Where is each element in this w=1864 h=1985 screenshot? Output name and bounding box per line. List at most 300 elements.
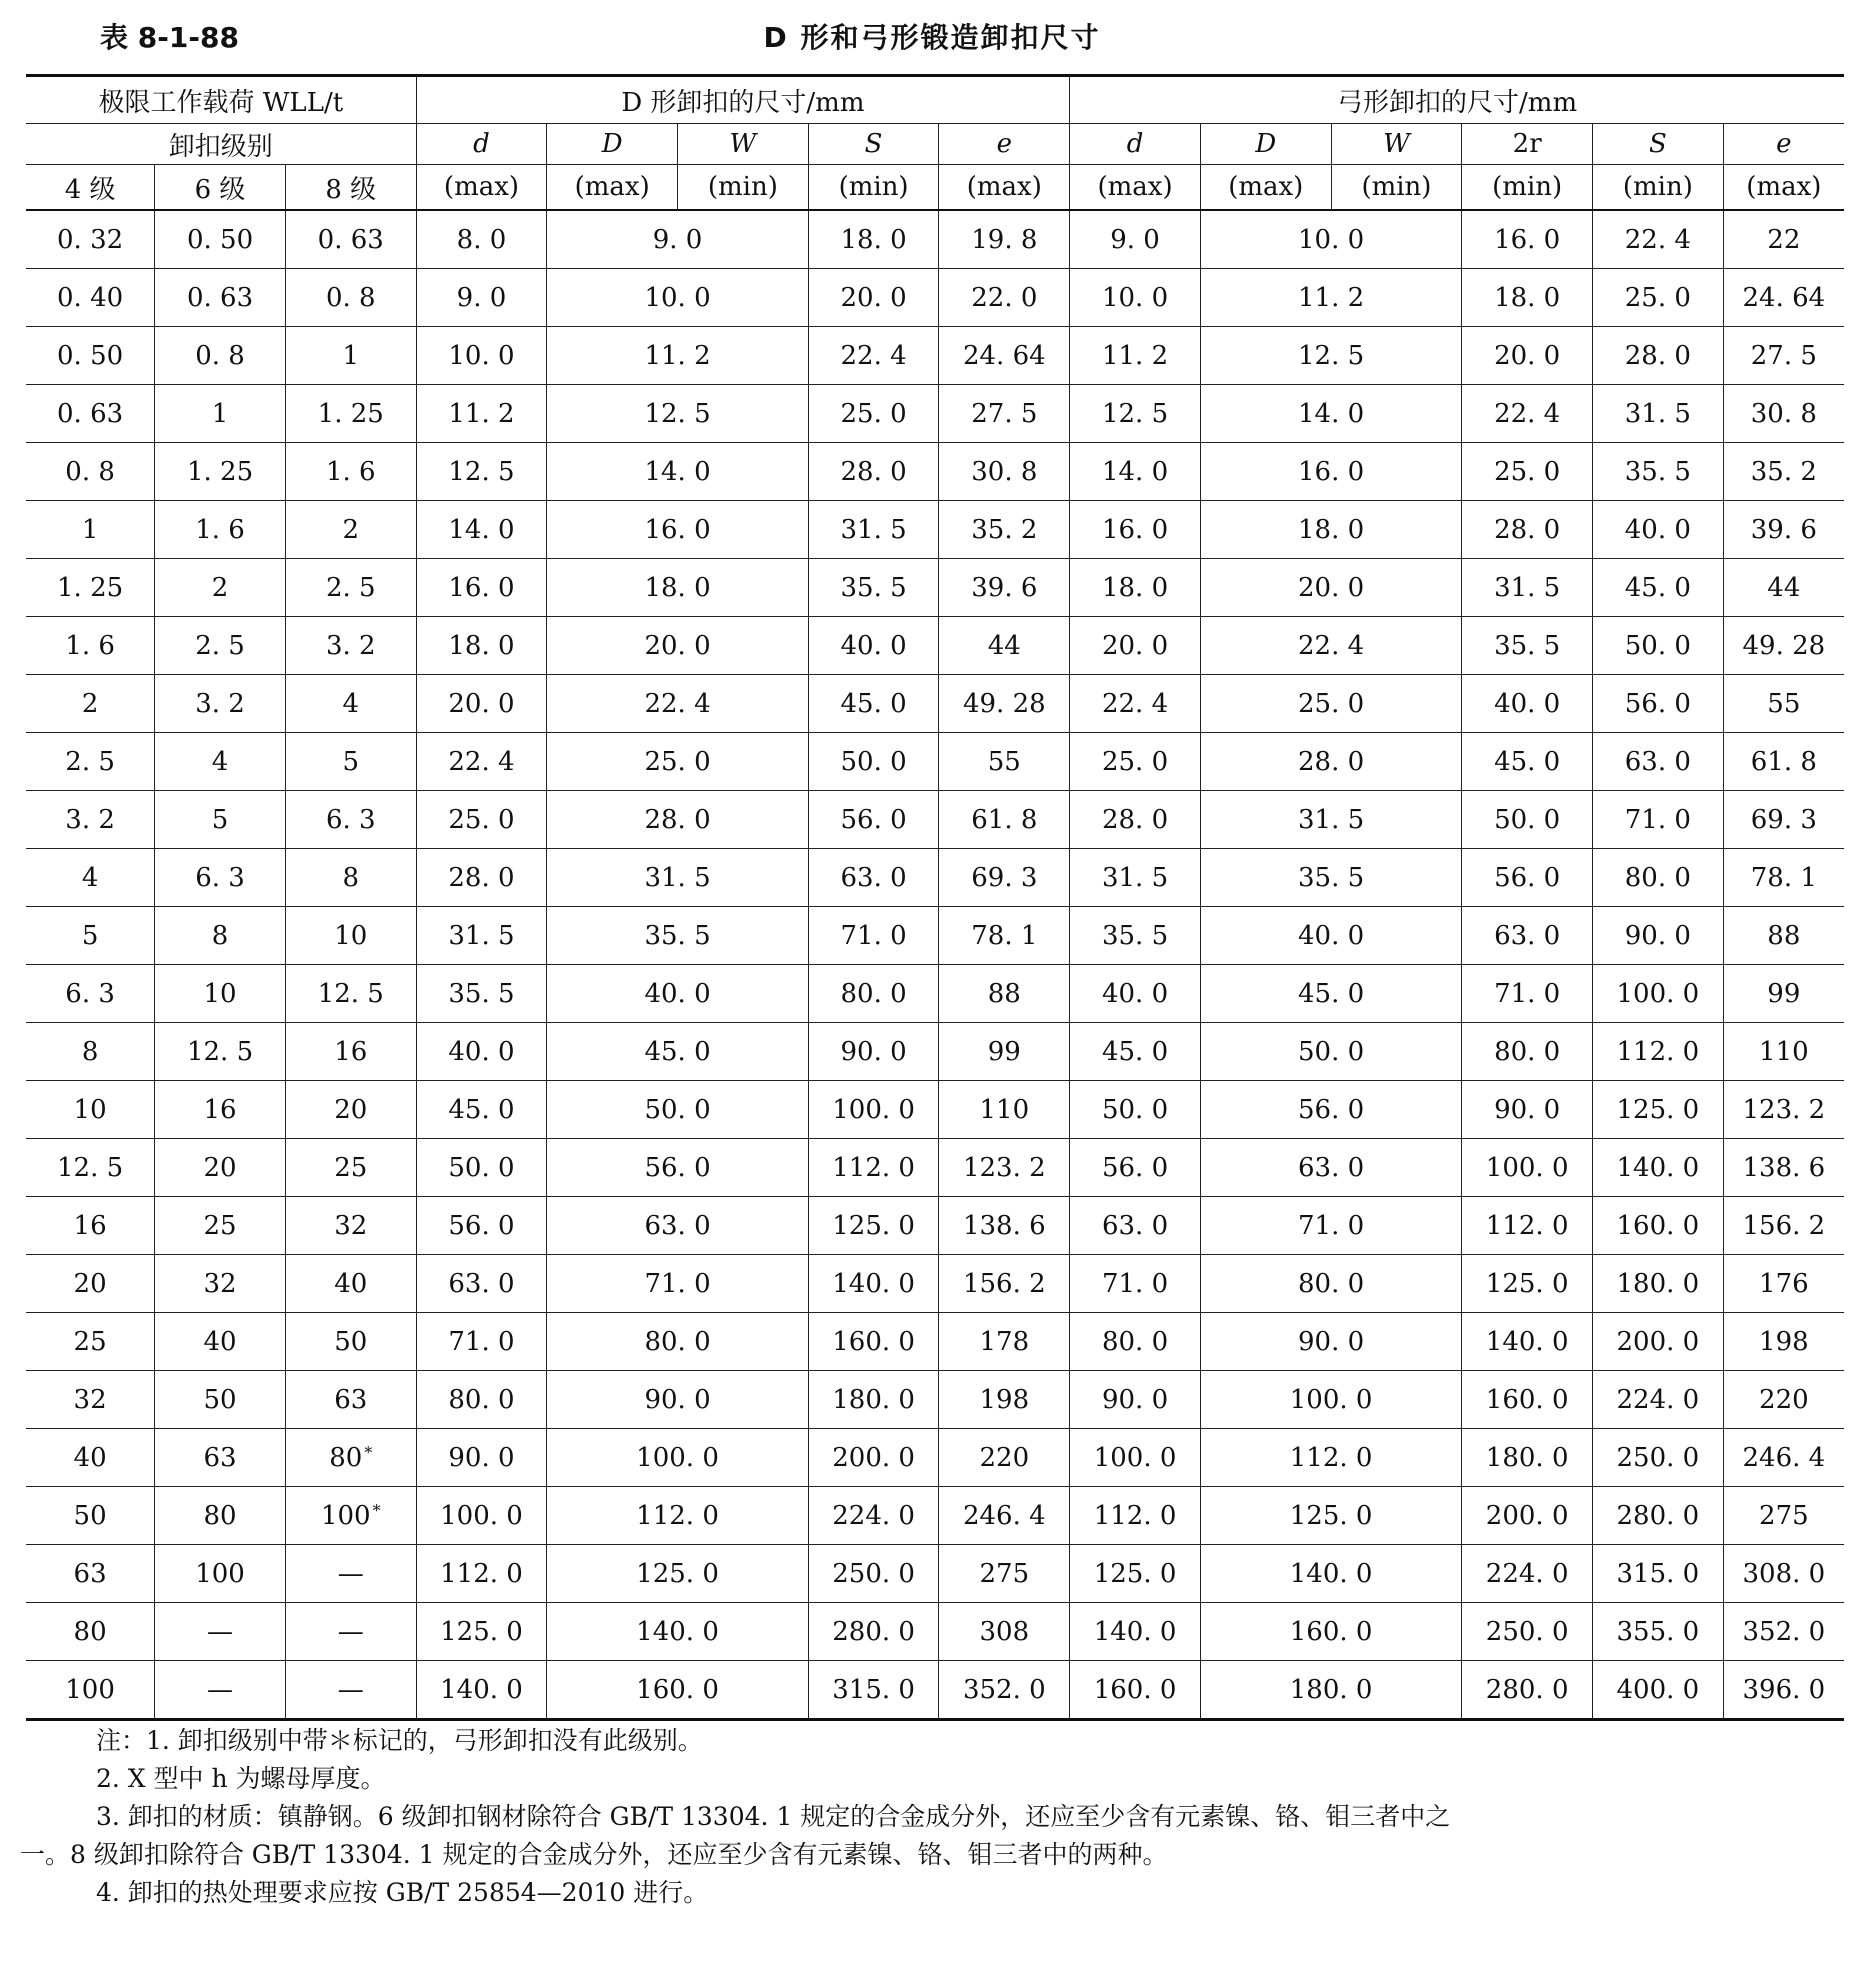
bow-shackle-2r-cell-value: 200. 0 [1485,1500,1569,1531]
grade-4-cell [26,443,155,501]
bow-shackle-d-cell [1070,791,1201,849]
d-shackle-d-cell-value: 112. 0 [440,1558,523,1589]
bow-shackle-e-cell [1723,1023,1844,1081]
table-number: 表 8-1-88 [100,21,239,54]
bow-shackle-S-cell [1593,965,1724,1023]
d-shackle-D-W-cell-value: 100. 0 [636,1442,719,1473]
d-shackle-S-cell-value: 20. 0 [840,282,907,313]
bow-shackle-S-cell-value: 280. 0 [1616,1500,1700,1531]
grade-4-cell [26,849,155,907]
grade-8-cell [285,1661,416,1720]
bow-shackle-D-W-cell [1200,1487,1461,1545]
grade-4-cell-value: 1 [81,514,99,545]
d-shackle-S-cell [808,907,939,965]
bow-shackle-2r-cell-value: 100. 0 [1485,1152,1569,1183]
bow-shackle-D-W-cell [1200,443,1461,501]
bow-shackle-S-cell-value: 400. 0 [1616,1674,1700,1705]
d-shackle-D-W-cell [547,1371,808,1429]
grade-8-cell-value: 80 [329,1442,363,1473]
grade-6-cell-value: 2. 5 [195,630,245,661]
d-shackle-d-cell [416,907,547,965]
grade-6-cell [155,269,286,327]
d-shackle-e-cell-value: 308 [979,1616,1030,1647]
d-shackle-D-W-cell [547,907,808,965]
bow-shackle-S-cell [1593,501,1724,559]
bow-shackle-D-W-cell-value: 22. 4 [1298,630,1365,661]
grade-8-cell-value: 12. 5 [317,978,384,1009]
bow-shackle-2r-cell-value: 18. 0 [1494,282,1561,313]
bow-shackle-S-cell-value: 125. 0 [1616,1094,1700,1125]
grade-6-cell-value: 63 [203,1442,237,1473]
bow-shackle-D-W-cell [1200,210,1461,269]
table-notes [20,1722,1850,1912]
grade-6-cell [155,1487,286,1545]
bow-shackle-e-cell [1723,1197,1844,1255]
d-shackle-D-W-cell [547,385,808,443]
bow-shackle-D-W-cell-value: 40. 0 [1298,920,1365,951]
bow-shackle-S-cell [1593,675,1724,733]
d-shackle-e-cell-value: 110 [979,1094,1030,1125]
d-shackle-S-cell [808,559,939,617]
grade-4-cell-value: 80 [73,1616,107,1647]
grade-4-cell [26,385,155,443]
bow-shackle-2r-cell-value: 22. 4 [1494,398,1561,429]
header-bow-S: S [1593,124,1724,165]
bow-shackle-e-cell [1723,501,1844,559]
bow-shackle-e-cell [1723,327,1844,385]
grade-6-cell [155,617,286,675]
bow-shackle-d-cell-value: 80. 0 [1101,1326,1169,1357]
d-shackle-d-cell [416,210,547,269]
grade-8-cell [285,907,416,965]
unit-d-e: (max) [939,165,1070,211]
grade-4-cell [26,907,155,965]
d-shackle-e-cell [939,907,1070,965]
header-d-d: d [416,124,547,165]
grade-6-cell-value: 16 [203,1094,237,1125]
bow-shackle-S-cell-value: 180. 0 [1616,1268,1700,1299]
grade-6-cell [155,327,286,385]
grade-6-cell [155,1545,286,1603]
bow-shackle-e-cell [1723,733,1844,791]
d-shackle-e-cell [939,675,1070,733]
d-shackle-d-cell-value: 125. 0 [440,1616,523,1647]
bow-shackle-d-cell-value: 18. 0 [1101,572,1169,603]
bow-shackle-2r-cell [1462,1313,1593,1371]
d-shackle-e-cell [939,1371,1070,1429]
bow-shackle-e-cell [1723,1081,1844,1139]
d-shackle-d-cell-value: 11. 2 [448,398,515,429]
bow-shackle-S-cell-value: 45. 0 [1624,572,1691,603]
grade-8-cell-value: 32 [334,1210,368,1241]
bow-shackle-S-cell [1593,733,1724,791]
bow-shackle-S-cell-value: 22. 4 [1624,224,1691,255]
d-shackle-S-cell [808,385,939,443]
grade-8-cell [285,1313,416,1371]
bow-shackle-d-cell [1070,907,1201,965]
bow-shackle-S-cell-value: 140. 0 [1616,1152,1700,1183]
bow-shackle-d-cell [1070,1255,1201,1313]
bow-shackle-2r-cell-value: 31. 5 [1494,572,1561,603]
d-shackle-S-cell-value: 80. 0 [840,978,907,1009]
bow-shackle-D-W-cell [1200,1661,1461,1720]
d-shackle-d-cell [416,1139,547,1197]
bow-shackle-e-cell-value: 61. 8 [1750,746,1817,777]
bow-shackle-e-cell [1723,907,1844,965]
grade-6-cell-value: 8 [211,920,229,951]
bow-shackle-S-cell [1593,443,1724,501]
d-shackle-d-cell [416,327,547,385]
d-shackle-D-W-cell [547,1081,808,1139]
d-shackle-d-cell-value: 25. 0 [448,804,515,835]
bow-shackle-2r-cell [1462,1139,1593,1197]
shackle-table-container [26,74,1844,1721]
table-row [26,1429,1844,1487]
bow-shackle-S-cell [1593,559,1724,617]
grade-4-cell-value: 0. 63 [57,398,124,429]
d-shackle-d-cell-value: 28. 0 [448,862,515,893]
d-shackle-D-W-cell-value: 35. 5 [644,920,711,951]
grade-6-cell [155,733,286,791]
bow-shackle-2r-cell-value: 56. 0 [1494,862,1561,893]
d-shackle-S-cell [808,210,939,269]
d-shackle-e-cell [939,327,1070,385]
bow-shackle-D-W-cell-value: 100. 0 [1289,1384,1373,1415]
bow-shackle-2r-cell-value: 80. 0 [1494,1036,1561,1067]
grade-8-cell [285,675,416,733]
table-row [26,1545,1844,1603]
bow-shackle-d-cell [1070,1661,1201,1720]
table-row [26,849,1844,907]
bow-shackle-D-W-cell-value: 28. 0 [1298,746,1365,777]
grade-4-cell [26,1313,155,1371]
d-shackle-D-W-cell-value: 25. 0 [644,746,711,777]
grade-6-cell [155,385,286,443]
d-shackle-D-W-cell-value: 71. 0 [644,1268,711,1299]
bow-shackle-2r-cell [1462,617,1593,675]
d-shackle-e-cell-value: 39. 6 [971,572,1038,603]
d-shackle-D-W-cell [547,733,808,791]
table-row [26,385,1844,443]
bow-shackle-d-cell [1070,1429,1201,1487]
bow-shackle-d-cell-value: 160. 0 [1093,1674,1177,1705]
bow-shackle-S-cell [1593,1429,1724,1487]
table-row [26,617,1844,675]
grade-6-cell-value: 12. 5 [186,1036,254,1067]
d-shackle-S-cell-value: 100. 0 [832,1094,915,1125]
grade-8-cell-value: 1 [342,340,360,371]
bow-shackle-d-cell [1070,1313,1201,1371]
bow-shackle-2r-cell-value: 16. 0 [1494,224,1561,255]
note-4: 4. 卸扣的热处理要求应按 GB/T 25854—2010 进行。 [96,1878,709,1907]
bow-shackle-D-W-cell [1200,907,1461,965]
bow-shackle-d-cell-value: 22. 4 [1101,688,1169,719]
bow-shackle-2r-cell [1462,1197,1593,1255]
bow-shackle-D-W-cell [1200,1023,1461,1081]
grade-4-cell [26,210,155,269]
d-shackle-e-cell [939,1081,1070,1139]
bow-shackle-e-cell-value: 308. 0 [1742,1558,1826,1589]
d-shackle-e-cell-value: 19. 8 [971,224,1038,255]
bow-shackle-e-cell [1723,269,1844,327]
header-row-2 [26,124,1844,165]
d-shackle-S-cell [808,965,939,1023]
header-bow-D: D [1200,124,1331,165]
bow-shackle-e-cell-value: 24. 64 [1742,282,1826,313]
grade-6-cell [155,675,286,733]
d-shackle-S-cell [808,1313,939,1371]
grade-8-cell [285,501,416,559]
grade-8-cell-value: 8 [342,862,360,893]
bow-shackle-S-cell-value: 35. 5 [1624,456,1691,487]
grade-4-cell [26,1023,155,1081]
d-shackle-d-cell-value: 20. 0 [448,688,515,719]
bow-shackle-d-cell [1070,965,1201,1023]
bow-shackle-e-cell-value: 39. 6 [1750,514,1817,545]
bow-shackle-e-cell-value: 99 [1767,978,1801,1009]
d-shackle-D-W-cell-value: 40. 0 [644,978,711,1009]
bow-shackle-e-cell-value: 198 [1759,1326,1809,1357]
grade-8-cell-value: 1. 6 [325,456,376,487]
grade-8-cell [285,443,416,501]
grade-6-cell-value: 20 [203,1152,237,1183]
d-shackle-e-cell [939,733,1070,791]
grade-8-cell [285,1429,416,1487]
table-row [26,210,1844,269]
grade-4-cell [26,327,155,385]
d-shackle-S-cell-value: 18. 0 [840,224,907,255]
bow-shackle-D-W-cell-value: 31. 5 [1298,804,1365,835]
bow-shackle-2r-cell [1462,1603,1593,1661]
grade-6-cell [155,1139,286,1197]
d-shackle-S-cell [808,617,939,675]
d-shackle-e-cell-value: 352. 0 [962,1674,1046,1705]
d-shackle-D-W-cell [547,1429,808,1487]
d-shackle-D-W-cell-value: 140. 0 [636,1616,719,1647]
grade-4-cell [26,559,155,617]
d-shackle-S-cell [808,849,939,907]
grade-4-cell [26,501,155,559]
table-row [26,791,1844,849]
bow-shackle-2r-cell [1462,675,1593,733]
table-row [26,327,1844,385]
d-shackle-D-W-cell [547,559,808,617]
d-shackle-D-W-cell [547,1255,808,1313]
bow-shackle-e-cell [1723,849,1844,907]
table-row [26,1197,1844,1255]
bow-shackle-D-W-cell-value: 112. 0 [1289,1442,1373,1473]
d-shackle-e-cell-value: 99 [987,1036,1021,1067]
d-shackle-d-cell [416,1429,547,1487]
d-shackle-D-W-cell-value: 50. 0 [644,1094,711,1125]
bow-shackle-2r-cell [1462,733,1593,791]
grade-6-cell [155,1603,286,1661]
bow-shackle-d-cell [1070,617,1201,675]
grade-6-cell-value: 0. 63 [186,282,254,313]
bow-shackle-e-cell-value: 55 [1767,688,1801,719]
grade-4-cell [26,1371,155,1429]
bow-shackle-S-cell-value: 90. 0 [1624,920,1691,951]
unit-bow-2r: (min) [1462,165,1593,211]
d-shackle-S-cell-value: 160. 0 [832,1326,915,1357]
bow-shackle-2r-cell [1462,849,1593,907]
header-wll: 极限工作载荷 WLL/t [26,76,416,124]
bow-shackle-S-cell [1593,1255,1724,1313]
d-shackle-D-W-cell [547,443,808,501]
bow-shackle-D-W-cell [1200,849,1461,907]
d-shackle-d-cell [416,443,547,501]
grade-8-cell [285,269,416,327]
grade-6-cell-value: 6. 3 [195,862,245,893]
d-shackle-e-cell [939,1255,1070,1313]
bow-shackle-e-cell-value: 138. 6 [1742,1152,1826,1183]
grade-4-cell [26,1545,155,1603]
bow-shackle-e-cell [1723,559,1844,617]
bow-shackle-D-W-cell [1200,1313,1461,1371]
grade-4-cell-value: 20 [73,1268,107,1299]
d-shackle-S-cell [808,327,939,385]
d-shackle-d-cell-value: 16. 0 [448,572,515,603]
d-shackle-S-cell-value: 31. 5 [840,514,907,545]
bow-shackle-D-W-cell [1200,1081,1461,1139]
bow-shackle-S-cell-value: 160. 0 [1616,1210,1700,1241]
d-shackle-d-cell-value: 8. 0 [456,224,507,255]
d-shackle-d-cell [416,1661,547,1720]
bow-shackle-d-cell [1070,733,1201,791]
bow-shackle-D-W-cell [1200,501,1461,559]
d-shackle-d-cell-value: 45. 0 [448,1094,515,1125]
bow-shackle-S-cell [1593,1023,1724,1081]
bow-shackle-d-cell-value: 35. 5 [1101,920,1169,951]
table-row [26,1023,1844,1081]
d-shackle-S-cell-value: 25. 0 [840,398,907,429]
bow-shackle-D-W-cell [1200,965,1461,1023]
d-shackle-D-W-cell [547,1197,808,1255]
bow-shackle-D-W-cell-value: 125. 0 [1289,1500,1373,1531]
d-shackle-D-W-cell-value: 20. 0 [644,630,711,661]
grade-8-cell [285,965,416,1023]
header-grade-8: 8 级 [285,165,416,211]
grade-4-cell-value: 50 [73,1500,107,1531]
d-shackle-e-cell-value: 44 [987,630,1021,661]
d-shackle-S-cell [808,501,939,559]
d-shackle-e-cell [939,443,1070,501]
table-row [26,559,1844,617]
grade-6-cell [155,791,286,849]
d-shackle-e-cell-value: 61. 8 [971,804,1038,835]
bow-shackle-S-cell [1593,1081,1724,1139]
bow-shackle-2r-cell [1462,1081,1593,1139]
grade-8-cell-value: 16 [334,1036,368,1067]
table-row [26,733,1844,791]
bow-shackle-e-cell [1723,1661,1844,1720]
bow-shackle-S-cell [1593,617,1724,675]
d-shackle-S-cell-value: 280. 0 [832,1616,915,1647]
table-row [26,1661,1844,1720]
bow-shackle-2r-cell-value: 28. 0 [1494,514,1561,545]
d-shackle-D-W-cell-value: 90. 0 [644,1384,711,1415]
d-shackle-D-W-cell [547,1023,808,1081]
note-3: 3. 卸扣的材质：镇静钢。6 级卸扣钢材除符合 GB/T 13304. 1 规定的合金成分外，还应至少含有元素镍、铬、钼三者中之 [96,1802,1451,1831]
d-shackle-d-cell [416,559,547,617]
bow-shackle-2r-cell-value: 71. 0 [1494,978,1561,1009]
grade-8-cell-value: 10 [334,920,368,951]
bow-shackle-D-W-cell [1200,733,1461,791]
grade-6-cell-value: 3. 2 [195,688,245,719]
d-shackle-e-cell [939,1429,1070,1487]
grade-6-cell [155,443,286,501]
d-shackle-d-cell-value: 50. 0 [448,1152,515,1183]
grade-6-cell-value: 40 [203,1326,237,1357]
d-shackle-e-cell-value: 220 [979,1442,1030,1473]
bow-shackle-2r-cell-value: 45. 0 [1494,746,1561,777]
bow-shackle-d-cell [1070,1139,1201,1197]
grade-4-cell [26,617,155,675]
grade-8-cell [285,1081,416,1139]
d-shackle-d-cell [416,1081,547,1139]
bow-shackle-D-W-cell [1200,791,1461,849]
bow-shackle-S-cell [1593,791,1724,849]
d-shackle-d-cell [416,849,547,907]
header-d-W: W [678,124,809,165]
grade-6-cell-value: 80 [203,1500,237,1531]
header-bow-d: d [1070,124,1201,165]
d-shackle-e-cell [939,849,1070,907]
grade-8-cell [285,559,416,617]
d-shackle-S-cell [808,1429,939,1487]
grade-4-cell-value: 1. 25 [57,572,124,603]
grade-6-cell [155,559,286,617]
bow-shackle-d-cell-value: 28. 0 [1101,804,1169,835]
grade-4-cell [26,791,155,849]
bow-shackle-2r-cell [1462,385,1593,443]
grade-4-cell-value: 1. 6 [65,630,115,661]
bow-shackle-D-W-cell-value: 45. 0 [1298,978,1365,1009]
bow-shackle-d-cell [1070,327,1201,385]
bow-shackle-S-cell-value: 200. 0 [1616,1326,1700,1357]
d-shackle-D-W-cell [547,501,808,559]
bow-shackle-2r-cell-value: 250. 0 [1485,1616,1569,1647]
d-shackle-e-cell-value: 30. 8 [971,456,1038,487]
grade-4-cell-value: 16 [73,1210,107,1241]
grade-6-cell-value: 1 [211,398,229,429]
d-shackle-S-cell [808,1081,939,1139]
d-shackle-d-cell [416,1371,547,1429]
bow-shackle-S-cell-value: 112. 0 [1616,1036,1700,1067]
note-2: 2. X 型中 h 为螺母厚度。 [96,1764,386,1793]
d-shackle-S-cell [808,1487,939,1545]
grade-8-cell-value: 0. 8 [325,282,376,313]
d-shackle-D-W-cell-value: 10. 0 [644,282,711,313]
d-shackle-S-cell [808,443,939,501]
bow-shackle-D-W-cell-value: 35. 5 [1298,862,1365,893]
d-shackle-d-cell-value: 31. 5 [448,920,515,951]
d-shackle-e-cell [939,501,1070,559]
bow-shackle-e-cell [1723,1255,1844,1313]
bow-shackle-d-cell-value: 14. 0 [1101,456,1169,487]
bow-shackle-S-cell-value: 50. 0 [1624,630,1691,661]
bow-shackle-e-cell-value: 22 [1767,224,1801,255]
bow-shackle-2r-cell-value: 35. 5 [1494,630,1561,661]
bow-shackle-2r-cell [1462,443,1593,501]
d-shackle-e-cell-value: 69. 3 [971,862,1038,893]
grade-8-cell-value: 3. 2 [325,630,376,661]
d-shackle-d-cell-value: 71. 0 [448,1326,515,1357]
bow-shackle-2r-cell-value: 40. 0 [1494,688,1561,719]
grade-4-cell [26,675,155,733]
grade-6-cell-value: 10 [203,978,237,1009]
bow-shackle-e-cell [1723,791,1844,849]
